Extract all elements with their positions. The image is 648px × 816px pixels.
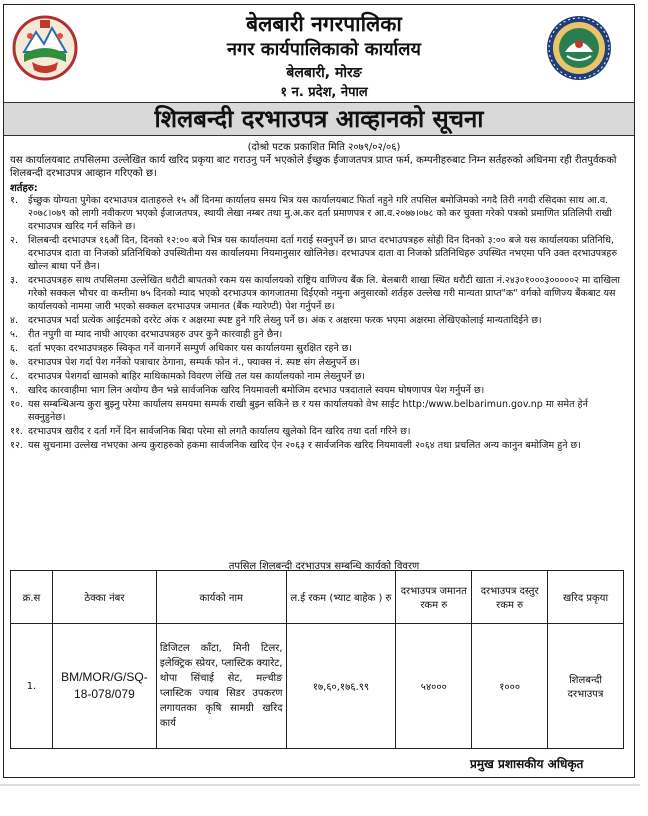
header-bid-fee: दरभाउपत्र दस्तुर रकम रु <box>472 571 548 624</box>
term-text: दरभाउपत्र पेश गर्दा पेश गर्नेको पत्राचार ठेगाना, सम्पर्क फोन नं., फ्याक्स नं. स्पष्ट संग लेख्नुपर्ने छ। <box>28 357 360 368</box>
term-number: १२. <box>10 440 23 451</box>
address-line-2: १ न. प्रदेश, नेपाल <box>280 85 368 100</box>
term-number: ८. <box>10 371 18 382</box>
term-number: ९. <box>10 385 18 396</box>
term-item <box>10 328 622 341</box>
term-number: १०. <box>10 399 23 410</box>
bottom-divider <box>0 784 640 786</box>
term-text: दरभाउपत्र खरीद र दर्ता गर्ने दिन सार्वजनिक बिदा परेमा सो लगतै कार्यालय खुलेको दिन खरिद तथा दर्ता गरिने छ। <box>28 426 411 437</box>
term-number: ४. <box>10 315 18 326</box>
term-text: दरभाउपत्रहरु साथ तपसिलमा उल्लेखित धरौटी बापतको रकम यस कार्यालयको राष्ट्रिय वाणिज्य बैंक लि. बेलबारी शाखा स्थित धरौटी खाता नं.२४३०१०००३०००००२ मा दाखिला गरेको सक्कल भौचर वा कम्तीमा ७५ दिनको म्याद भएको दरभाउपत्र कागजातमा दिईएको नमुना अनुसारको शर्तहरु उल्लेख गरी मान्यता प्राप्त"क" वर्गको वाणिज्य बैंकबाट यस कार्यालयको नाममा जारी भएको सक्कल दरभाउपत्र जमानत (बैंक ग्यारेण्टी) पेश गर्नुपर्ने छ। <box>28 275 620 312</box>
address-line-1: बेलबारी, मोरङ <box>286 65 362 81</box>
term-item <box>10 425 622 438</box>
term-text: दरभाउपत्र पेशगर्दा खामको बाहिर माथिकामको विवरण लेखि तल यस कार्यालयको नाम लेख्नुपर्ने छ। <box>28 371 366 382</box>
organization-name: बेलबारी नगरपालिका <box>246 12 402 36</box>
term-item <box>10 356 622 369</box>
header-contract-no: ठेक्का नंबर <box>52 571 156 624</box>
term-number: २. <box>10 235 18 246</box>
cell-estimated-cost: १७,६०,१७६.९९ <box>286 624 396 749</box>
terms-list <box>10 194 622 453</box>
term-item <box>10 314 622 327</box>
term-number: ११. <box>10 426 23 437</box>
table-row <box>11 624 624 749</box>
terms-heading: शर्तहरु: <box>10 183 38 194</box>
header-estimated-cost: ल.ई रकम (भ्याट बाहेक ) रु <box>286 571 396 624</box>
header-work-name: कार्यको नाम <box>156 571 286 624</box>
office-name: नगर कार्यपालिकाको कार्यालय <box>227 39 421 60</box>
term-item <box>10 439 622 452</box>
term-text: ईच्छुक योग्यता पुगेका दरभाउपत्र दाताहरुले १५ औं दिनमा कार्यालय समय भित्र यस कार्यालयबाट फिर्ता नहुने गरि तपसिल बमोजिमको नगदै तिरी नगदी रसिदका साथ आ.व. २०७८।०७९ को लागी नवीकरण भएको ईजाजतपत्र, स्थायी लेखा नम्बर तथा मु.अ.कर दर्ता प्रमाणपत्र र आ.व.२०७७।०७८ को कर चुक्ता गरेको पत्रको प्रमाणित प्रतिलिपी राखी दरभाउपत्र खरिद गर्न सकिने छ। <box>28 195 612 232</box>
term-number: १. <box>10 195 18 206</box>
notice-title: शिलबन्दी दरभाउपत्र आव्हानको सूचना <box>4 102 634 136</box>
term-text: दरभाउपत्र भर्दा प्रत्येक आईटमको दररेट अंक र अक्षरमा स्पष्ट हुने गरि लेख्नु पर्ने छ। अंक र अक्षरमा फरक भएमा अक्षरमा लेखिएकोलाई मान्यतादिईने छ। <box>28 315 542 326</box>
term-item <box>10 194 622 233</box>
term-item <box>10 370 622 383</box>
publication-date: (दोश्रो पटक प्रकाशित मिति २०७९/०२/०६) <box>247 142 401 153</box>
cell-contract-no: BM/MOR/G/SQ-18-078/079 <box>52 624 156 749</box>
term-item <box>10 398 622 424</box>
term-item <box>10 342 622 355</box>
term-text: शिलबन्दी दरभाउपत्र १६औं दिन, दिनको १२:०० बजे भित्र यस कार्यालयमा दर्ता गराई सक्नुपर्ने छ। प्राप्त दरभाउपत्रहरु सोही दिन दिनको ३:०० बजे यस कार्यालयका प्रतिनिधि, दरभाउपत्र दाता वा निजको प्रतिनिधिको उपस्थितीमा यस कार्यालयमा नियमानुसार खोलिनेछ। दरभाउपत्र दाता वा निजको प्रतिनिधिहरु उपस्थित नभएमा पनि उक्त दरभाउपत्रहरु खोल्न बाधा पर्ने छैन। <box>28 235 618 272</box>
term-item <box>10 234 622 273</box>
tender-table <box>10 570 624 749</box>
cell-bid-security: ५४००० <box>396 624 472 749</box>
term-item <box>10 384 622 397</box>
table-caption: तपसिल शिलबन्दी दरभाउपत्र सम्बन्धि कार्यको विवरण <box>228 561 420 572</box>
table-header-row <box>11 571 624 624</box>
term-text: दर्ता भएका दरभाउपत्रहरु स्विकृत गर्ने वानगर्ने सम्पुर्ण अधिकार यस कार्यालयमा सुरक्षित रहने छ। <box>28 343 353 354</box>
term-text: खरिद कारवाहीमा भाग लिन अयोग्य छैन भन्ने सार्वजनिक खरिद नियमावली बमोजिम दरभाउ पत्रदाताले स्वयम घोषणापत्र पेश गर्नुपर्ने छ। <box>28 385 485 396</box>
signatory: प्रमुख प्रशासकीय अधिकृत <box>470 757 584 771</box>
term-text: रीत नपुगी वा म्याद नाघी आएका दरभाउपत्रहरु उपर कुनै कारवाही हुने छैन। <box>28 329 283 340</box>
term-number: ७. <box>10 357 18 368</box>
intro-paragraph: यस कार्यालयबाट तपसिलमा उल्लेखित कार्य खरिद प्रकृया बाट गराउनु पर्ने भएकोले ईच्छुक ईजाजतपत्र प्राप्त फर्म, कम्पनीहरुबाट निम्न सर्तहरुको अधिनमा रही रीतपुर्वकको शिलबन्दी दरभाउपत्र आव्हान गरिएको छ। <box>10 155 617 179</box>
term-item <box>10 274 622 313</box>
term-number: ५. <box>10 329 18 340</box>
cell-work-name: डिजिटल काँटा, मिनी टिलर, इलेक्ट्रिक स्प्रेयर, प्लास्टिक क्यारेट, थोपा सिंचाई सेट, मल्चीङ प्लास्टिक ज्याब सिडर उपकरण लगायतका कृषि सामग्री खरिद कार्य <box>156 624 286 749</box>
header-serial: क्र.स <box>11 571 53 624</box>
header-procurement-method: खरिद प्रकृया <box>548 571 624 624</box>
term-text: यस सम्बन्धिअन्य कुरा बुझ्नु परेमा कार्यालय समयमा सम्पर्क राखी बुझ्न सकिने छ र यस कार्यालयको वेभ साईट http:/www.belbarimun.gov.np मा समेत हेर्न सक्नुहुनेछ। <box>28 399 588 423</box>
header-bid-security: दरभाउपत्र जमानत रकम रु <box>396 571 472 624</box>
term-number: ६. <box>10 343 18 354</box>
term-text: यस सुचनामा उल्लेख नभएका अन्य कुराहरुको हकमा सार्वजनिक खरिद ऐन २०६३ र सार्वजनिक खरिद नियमावली २०६४ तथा प्रचलित अन्य कानुन बमोजिम हुने छ। <box>28 440 581 451</box>
cell-procurement-method: शिलबन्दी दरभाउपत्र <box>548 624 624 749</box>
cell-bid-fee: १००० <box>472 624 548 749</box>
term-number: ३. <box>10 275 18 286</box>
cell-serial: 1. <box>11 624 53 749</box>
